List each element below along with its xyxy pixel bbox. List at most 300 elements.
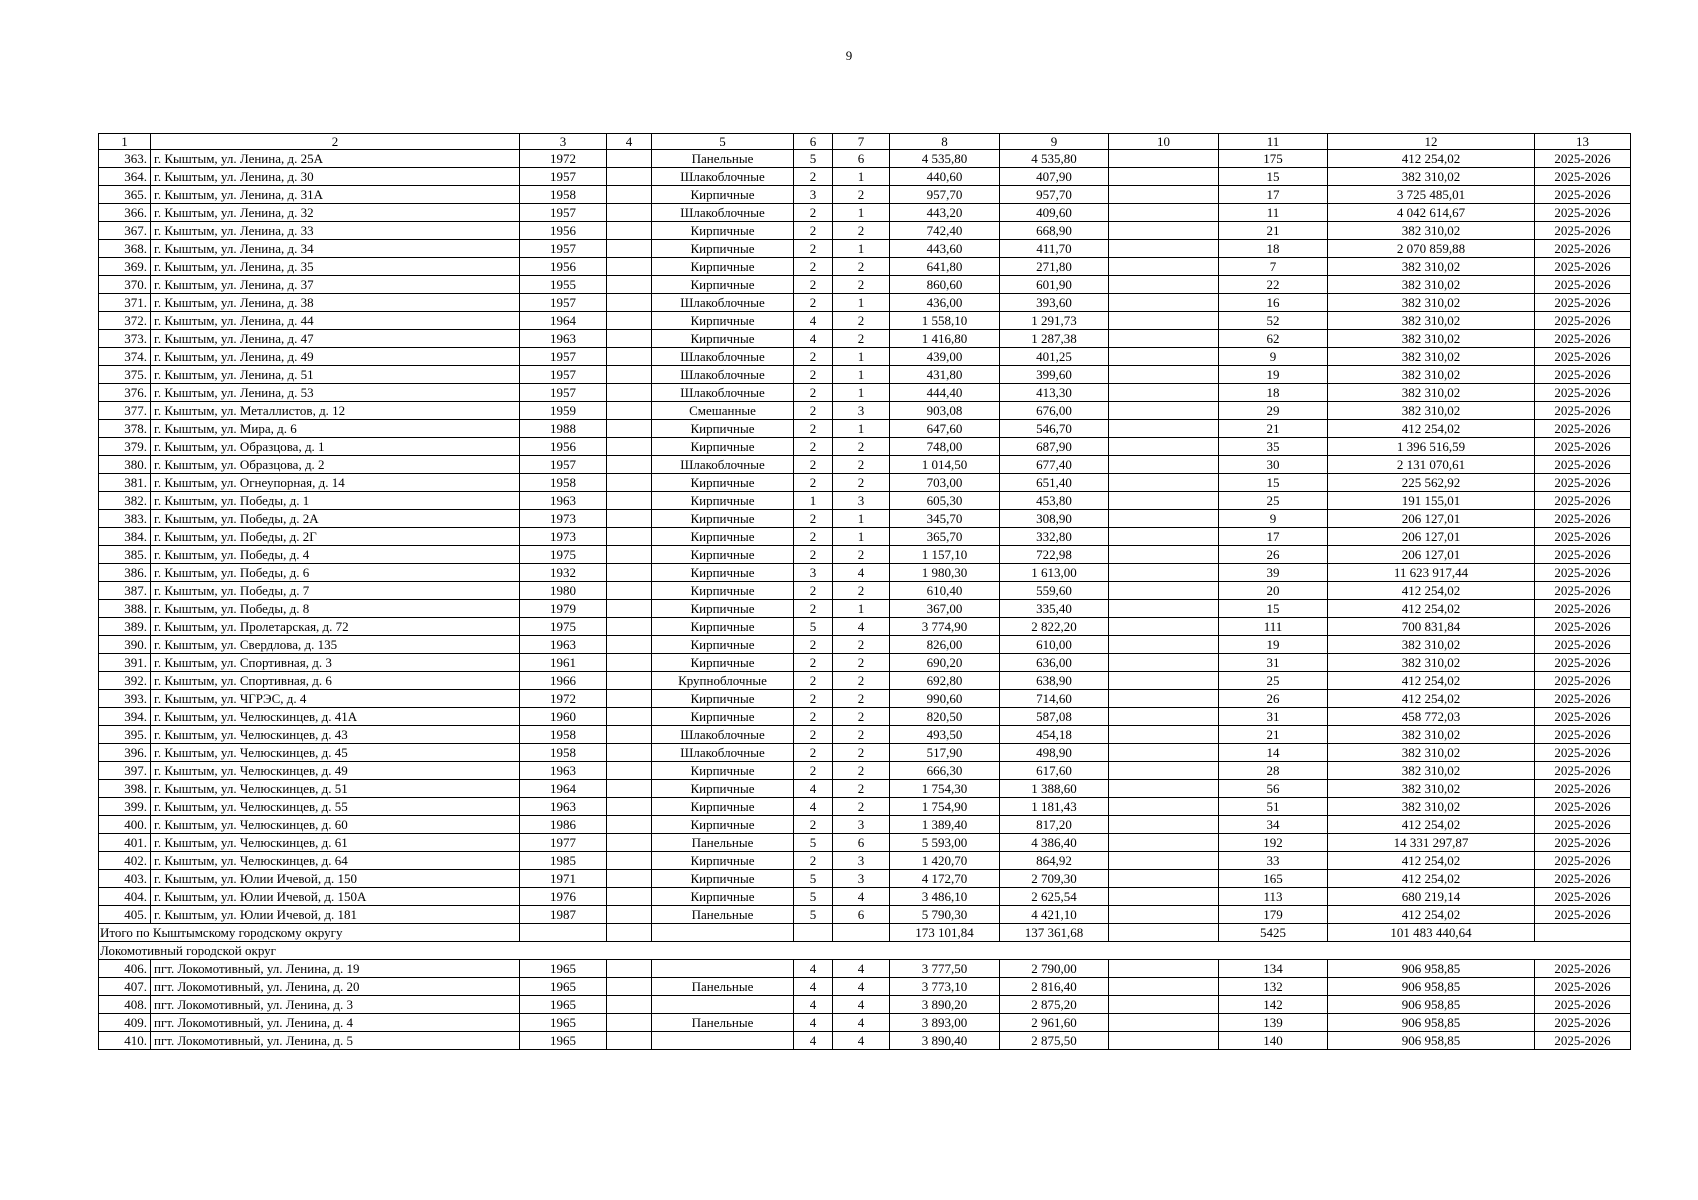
cell-address: г. Кыштым, ул. Победы, д. 7 xyxy=(151,582,520,600)
cell-area-total: 666,30 xyxy=(890,762,1000,780)
cell-col10 xyxy=(1109,510,1219,528)
cell-num: 406. xyxy=(99,960,151,978)
table-row xyxy=(99,204,1631,222)
cell-area-living: 308,90 xyxy=(1000,510,1109,528)
cell-period: 2025-2026 xyxy=(1535,726,1631,744)
cell-entrances: 2 xyxy=(833,690,890,708)
cell-period: 2025-2026 xyxy=(1535,492,1631,510)
cell-area-living: 413,30 xyxy=(1000,384,1109,402)
table-row xyxy=(99,618,1631,636)
cell-address: г. Кыштым, ул. Ленина, д. 30 xyxy=(151,168,520,186)
cell-area-living: 407,90 xyxy=(1000,168,1109,186)
cell-floors: 2 xyxy=(794,816,833,834)
cell-cost: 11 623 917,44 xyxy=(1328,564,1535,582)
cell-residents: 29 xyxy=(1219,402,1328,420)
section-label: Локомотивный городской округ xyxy=(99,942,1631,960)
cell-year: 1959 xyxy=(520,402,607,420)
cell-entrances: 1 xyxy=(833,294,890,312)
column-header-10: 10 xyxy=(1109,134,1219,150)
cell-material: Кирпичные xyxy=(652,438,794,456)
cell-year: 1965 xyxy=(520,978,607,996)
cell-area-total: 444,40 xyxy=(890,384,1000,402)
cell-cost: 412 254,02 xyxy=(1328,906,1535,924)
cell-col10 xyxy=(1109,582,1219,600)
cell-area-living: 957,70 xyxy=(1000,186,1109,204)
cell-cost: 412 254,02 xyxy=(1328,852,1535,870)
table-row xyxy=(99,420,1631,438)
cell-cost: 382 310,02 xyxy=(1328,780,1535,798)
cell-num: 381. xyxy=(99,474,151,492)
cell-address: г. Кыштым, ул. Ленина, д. 32 xyxy=(151,204,520,222)
cell-col10 xyxy=(1109,780,1219,798)
cell-residents: 17 xyxy=(1219,186,1328,204)
cell-address: г. Кыштым, ул. Челюскинцев, д. 43 xyxy=(151,726,520,744)
cell-period: 2025-2026 xyxy=(1535,816,1631,834)
cell-floors: 4 xyxy=(794,996,833,1014)
cell-cost: 906 958,85 xyxy=(1328,1032,1535,1050)
cell-cost: 382 310,02 xyxy=(1328,312,1535,330)
cell-col4 xyxy=(607,564,652,582)
cell-cost: 382 310,02 xyxy=(1328,762,1535,780)
cell-floors: 4 xyxy=(794,978,833,996)
cell-period: 2025-2026 xyxy=(1535,402,1631,420)
cell-col4 xyxy=(607,618,652,636)
cell-col10 xyxy=(1109,636,1219,654)
cell-period: 2025-2026 xyxy=(1535,798,1631,816)
cell-col4 xyxy=(607,906,652,924)
cell-col10 xyxy=(1109,600,1219,618)
cell-material: Кирпичные xyxy=(652,870,794,888)
cell-cost: 191 155,01 xyxy=(1328,492,1535,510)
column-header-11: 11 xyxy=(1219,134,1328,150)
cell-floors: 4 xyxy=(794,330,833,348)
cell-area-living: 559,60 xyxy=(1000,582,1109,600)
cell-area-total: 4 172,70 xyxy=(890,870,1000,888)
cell-area-living: 2 822,20 xyxy=(1000,618,1109,636)
cell-area-total: 345,70 xyxy=(890,510,1000,528)
cell-col10 xyxy=(1109,150,1219,168)
cell-address: г. Кыштым, ул. Ленина, д. 31А xyxy=(151,186,520,204)
cell-col10 xyxy=(1109,1032,1219,1050)
cell-year: 1965 xyxy=(520,1014,607,1032)
cell-area-living: 1 291,73 xyxy=(1000,312,1109,330)
cell-area-living: 714,60 xyxy=(1000,690,1109,708)
cell-floors: 2 xyxy=(794,366,833,384)
cell-period: 2025-2026 xyxy=(1535,906,1631,924)
cell-material: Шлакоблочные xyxy=(652,204,794,222)
cell-area-total: 365,70 xyxy=(890,528,1000,546)
cell-col4 xyxy=(607,258,652,276)
cell-col4 xyxy=(607,546,652,564)
cell-year: 1957 xyxy=(520,456,607,474)
cell-floors: 2 xyxy=(794,240,833,258)
cell-col4 xyxy=(607,456,652,474)
cell-residents: 56 xyxy=(1219,780,1328,798)
cell-col4 xyxy=(607,384,652,402)
cell-area-living: 610,00 xyxy=(1000,636,1109,654)
cell-period: 2025-2026 xyxy=(1535,312,1631,330)
cell-col4 xyxy=(607,798,652,816)
cell-period: 2025-2026 xyxy=(1535,1032,1631,1050)
cell-col4 xyxy=(607,996,652,1014)
cell-floors: 2 xyxy=(794,654,833,672)
cell-entrances: 3 xyxy=(833,870,890,888)
cell-num: 367. xyxy=(99,222,151,240)
cell-area-living: 498,90 xyxy=(1000,744,1109,762)
cell-material: Панельные xyxy=(652,1014,794,1032)
cell-period: 2025-2026 xyxy=(1535,708,1631,726)
cell-col10 xyxy=(1109,168,1219,186)
cell-entrances: 2 xyxy=(833,726,890,744)
cell-num: 391. xyxy=(99,654,151,672)
cell-num: 402. xyxy=(99,852,151,870)
cell-residents: 15 xyxy=(1219,600,1328,618)
cell-area-living: 271,80 xyxy=(1000,258,1109,276)
cell-cost: 382 310,02 xyxy=(1328,258,1535,276)
cell-material: Кирпичные xyxy=(652,420,794,438)
cell-period: 2025-2026 xyxy=(1535,960,1631,978)
cell-address: г. Кыштым, ул. Мира, д. 6 xyxy=(151,420,520,438)
table-row xyxy=(99,438,1631,456)
cell-material: Панельные xyxy=(652,150,794,168)
cell-year: 1957 xyxy=(520,384,607,402)
cell-residents: 15 xyxy=(1219,474,1328,492)
cell-cost: 382 310,02 xyxy=(1328,276,1535,294)
cell-num: 400. xyxy=(99,816,151,834)
cell-material: Кирпичные xyxy=(652,222,794,240)
total-row xyxy=(99,924,1631,942)
cell-floors: 2 xyxy=(794,726,833,744)
cell-entrances: 1 xyxy=(833,510,890,528)
cell-col10 xyxy=(1109,1014,1219,1032)
cell-col4 xyxy=(607,438,652,456)
cell-year: 1963 xyxy=(520,798,607,816)
cell-floors: 2 xyxy=(794,744,833,762)
column-header-7: 7 xyxy=(833,134,890,150)
cell-cost: 4 042 614,67 xyxy=(1328,204,1535,222)
cell-area-total: 903,08 xyxy=(890,402,1000,420)
cell-num: 387. xyxy=(99,582,151,600)
cell-col10 xyxy=(1109,456,1219,474)
cell-col10 xyxy=(1109,852,1219,870)
cell-floors: 5 xyxy=(794,906,833,924)
cell-cost: 382 310,02 xyxy=(1328,798,1535,816)
cell-entrances: 4 xyxy=(833,960,890,978)
table-row xyxy=(99,744,1631,762)
cell-num: 385. xyxy=(99,546,151,564)
table-row xyxy=(99,798,1631,816)
cell-cost: 412 254,02 xyxy=(1328,816,1535,834)
cell-material: Кирпичные xyxy=(652,186,794,204)
cell-year: 1971 xyxy=(520,870,607,888)
cell-cost: 412 254,02 xyxy=(1328,672,1535,690)
cell-col4 xyxy=(607,276,652,294)
table-row xyxy=(99,816,1631,834)
cell-material: Кирпичные xyxy=(652,582,794,600)
cell-address: г. Кыштым, ул. Ленина, д. 25А xyxy=(151,150,520,168)
cell-period: 2025-2026 xyxy=(1535,888,1631,906)
table-row xyxy=(99,852,1631,870)
table-row xyxy=(99,582,1631,600)
cell-floors: 2 xyxy=(794,168,833,186)
cell-address: пгт. Локомотивный, ул. Ленина, д. 20 xyxy=(151,978,520,996)
cell-area-total: 990,60 xyxy=(890,690,1000,708)
cell-entrances: 4 xyxy=(833,1032,890,1050)
cell-residents: 175 xyxy=(1219,150,1328,168)
cell-material: Панельные xyxy=(652,906,794,924)
cell-floors: 2 xyxy=(794,438,833,456)
cell-entrances: 1 xyxy=(833,204,890,222)
cell-cost: 382 310,02 xyxy=(1328,384,1535,402)
cell-area-total: 610,40 xyxy=(890,582,1000,600)
total-cell-material xyxy=(652,924,794,942)
cell-floors: 5 xyxy=(794,834,833,852)
cell-residents: 14 xyxy=(1219,744,1328,762)
table-row xyxy=(99,834,1631,852)
cell-col10 xyxy=(1109,618,1219,636)
cell-area-living: 546,70 xyxy=(1000,420,1109,438)
cell-num: 403. xyxy=(99,870,151,888)
cell-floors: 2 xyxy=(794,420,833,438)
table-row xyxy=(99,906,1631,924)
cell-floors: 2 xyxy=(794,384,833,402)
table-row xyxy=(99,600,1631,618)
cell-col10 xyxy=(1109,978,1219,996)
cell-cost: 225 562,92 xyxy=(1328,474,1535,492)
cell-area-living: 2 875,50 xyxy=(1000,1032,1109,1050)
table-row xyxy=(99,510,1631,528)
cell-entrances: 1 xyxy=(833,384,890,402)
cell-material: Кирпичные xyxy=(652,330,794,348)
cell-year: 1965 xyxy=(520,960,607,978)
cell-num: 364. xyxy=(99,168,151,186)
cell-cost: 2 131 070,61 xyxy=(1328,456,1535,474)
cell-area-living: 1 388,60 xyxy=(1000,780,1109,798)
cell-material: Кирпичные xyxy=(652,618,794,636)
cell-area-total: 605,30 xyxy=(890,492,1000,510)
table-row xyxy=(99,870,1631,888)
cell-year: 1979 xyxy=(520,600,607,618)
cell-address: г. Кыштым, ул. Победы, д. 8 xyxy=(151,600,520,618)
cell-material xyxy=(652,960,794,978)
cell-entrances: 6 xyxy=(833,834,890,852)
cell-material: Кирпичные xyxy=(652,762,794,780)
cell-col10 xyxy=(1109,672,1219,690)
total-cell-residents: 5425 xyxy=(1219,924,1328,942)
total-cell-area-living: 137 361,68 xyxy=(1000,924,1109,942)
cell-area-total: 443,60 xyxy=(890,240,1000,258)
cell-address: г. Кыштым, ул. Юлии Ичевой, д. 181 xyxy=(151,906,520,924)
cell-num: 374. xyxy=(99,348,151,366)
cell-material: Кирпичные xyxy=(652,564,794,582)
cell-period: 2025-2026 xyxy=(1535,636,1631,654)
cell-period: 2025-2026 xyxy=(1535,240,1631,258)
cell-address: пгт. Локомотивный, ул. Ленина, д. 4 xyxy=(151,1014,520,1032)
cell-address: г. Кыштым, ул. Ленина, д. 44 xyxy=(151,312,520,330)
cell-col10 xyxy=(1109,762,1219,780)
cell-num: 379. xyxy=(99,438,151,456)
cell-col10 xyxy=(1109,834,1219,852)
cell-col10 xyxy=(1109,384,1219,402)
cell-address: г. Кыштым, ул. Ленина, д. 53 xyxy=(151,384,520,402)
cell-material: Кирпичные xyxy=(652,492,794,510)
cell-area-living: 393,60 xyxy=(1000,294,1109,312)
cell-area-living: 453,80 xyxy=(1000,492,1109,510)
table-row xyxy=(99,888,1631,906)
cell-cost: 206 127,01 xyxy=(1328,546,1535,564)
cell-material: Кирпичные xyxy=(652,708,794,726)
cell-material: Кирпичные xyxy=(652,528,794,546)
cell-area-total: 3 893,00 xyxy=(890,1014,1000,1032)
cell-residents: 34 xyxy=(1219,816,1328,834)
cell-residents: 18 xyxy=(1219,240,1328,258)
cell-floors: 2 xyxy=(794,474,833,492)
cell-residents: 22 xyxy=(1219,276,1328,294)
cell-year: 1988 xyxy=(520,420,607,438)
cell-num: 397. xyxy=(99,762,151,780)
cell-address: пгт. Локомотивный, ул. Ленина, д. 3 xyxy=(151,996,520,1014)
cell-entrances: 2 xyxy=(833,276,890,294)
cell-col4 xyxy=(607,744,652,762)
cell-material: Шлакоблочные xyxy=(652,744,794,762)
cell-residents: 21 xyxy=(1219,222,1328,240)
cell-area-living: 411,70 xyxy=(1000,240,1109,258)
table-row xyxy=(99,762,1631,780)
cell-area-total: 3 773,10 xyxy=(890,978,1000,996)
cell-year: 1957 xyxy=(520,348,607,366)
cell-cost: 906 958,85 xyxy=(1328,996,1535,1014)
cell-num: 408. xyxy=(99,996,151,1014)
cell-area-living: 638,90 xyxy=(1000,672,1109,690)
cell-num: 388. xyxy=(99,600,151,618)
cell-area-living: 1 287,38 xyxy=(1000,330,1109,348)
cell-cost: 412 254,02 xyxy=(1328,150,1535,168)
cell-floors: 2 xyxy=(794,258,833,276)
column-header-4: 4 xyxy=(607,134,652,150)
cell-col10 xyxy=(1109,888,1219,906)
cell-col4 xyxy=(607,402,652,420)
cell-year: 1963 xyxy=(520,330,607,348)
cell-material: Кирпичные xyxy=(652,816,794,834)
cell-area-living: 2 625,54 xyxy=(1000,888,1109,906)
cell-address: г. Кыштым, ул. Ленина, д. 47 xyxy=(151,330,520,348)
cell-residents: 31 xyxy=(1219,708,1328,726)
cell-address: г. Кыштым, ул. Челюскинцев, д. 61 xyxy=(151,834,520,852)
table-row xyxy=(99,996,1631,1014)
cell-col4 xyxy=(607,1032,652,1050)
cell-residents: 111 xyxy=(1219,618,1328,636)
cell-col4 xyxy=(607,636,652,654)
cell-col4 xyxy=(607,366,652,384)
cell-floors: 4 xyxy=(794,960,833,978)
cell-address: г. Кыштым, ул. Ленина, д. 35 xyxy=(151,258,520,276)
cell-num: 363. xyxy=(99,150,151,168)
cell-num: 386. xyxy=(99,564,151,582)
cell-material: Кирпичные xyxy=(652,780,794,798)
cell-year: 1932 xyxy=(520,564,607,582)
cell-floors: 5 xyxy=(794,150,833,168)
cell-col4 xyxy=(607,294,652,312)
table-row xyxy=(99,366,1631,384)
cell-area-living: 601,90 xyxy=(1000,276,1109,294)
cell-year: 1963 xyxy=(520,762,607,780)
cell-period: 2025-2026 xyxy=(1535,258,1631,276)
table-row xyxy=(99,960,1631,978)
cell-period: 2025-2026 xyxy=(1535,870,1631,888)
cell-year: 1973 xyxy=(520,510,607,528)
cell-year: 1964 xyxy=(520,780,607,798)
cell-address: г. Кыштым, ул. Металлистов, д. 12 xyxy=(151,402,520,420)
cell-area-living: 617,60 xyxy=(1000,762,1109,780)
cell-area-total: 692,80 xyxy=(890,672,1000,690)
cell-area-living: 332,80 xyxy=(1000,528,1109,546)
cell-address: г. Кыштым, ул. Челюскинцев, д. 49 xyxy=(151,762,520,780)
cell-col10 xyxy=(1109,474,1219,492)
cell-col10 xyxy=(1109,996,1219,1014)
cell-residents: 62 xyxy=(1219,330,1328,348)
cell-address: г. Кыштым, ул. Ленина, д. 33 xyxy=(151,222,520,240)
cell-cost: 382 310,02 xyxy=(1328,726,1535,744)
cell-year: 1976 xyxy=(520,888,607,906)
cell-floors: 2 xyxy=(794,852,833,870)
cell-entrances: 2 xyxy=(833,672,890,690)
cell-address: г. Кыштым, ул. Челюскинцев, д. 64 xyxy=(151,852,520,870)
cell-num: 396. xyxy=(99,744,151,762)
table-body xyxy=(99,134,1631,1050)
cell-cost: 1 396 516,59 xyxy=(1328,438,1535,456)
cell-address: г. Кыштым, ул. Ленина, д. 38 xyxy=(151,294,520,312)
table-row xyxy=(99,546,1631,564)
cell-material: Кирпичные xyxy=(652,600,794,618)
cell-col10 xyxy=(1109,546,1219,564)
cell-period: 2025-2026 xyxy=(1535,600,1631,618)
cell-area-total: 5 593,00 xyxy=(890,834,1000,852)
table-row xyxy=(99,636,1631,654)
cell-year: 1980 xyxy=(520,582,607,600)
cell-year: 1956 xyxy=(520,258,607,276)
cell-floors: 4 xyxy=(794,780,833,798)
cell-num: 366. xyxy=(99,204,151,222)
cell-col10 xyxy=(1109,222,1219,240)
cell-residents: 21 xyxy=(1219,420,1328,438)
cell-floors: 2 xyxy=(794,636,833,654)
cell-address: г. Кыштым, ул. Огнеупорная, д. 14 xyxy=(151,474,520,492)
cell-num: 390. xyxy=(99,636,151,654)
cell-residents: 33 xyxy=(1219,852,1328,870)
cell-floors: 4 xyxy=(794,1014,833,1032)
cell-col10 xyxy=(1109,402,1219,420)
cell-residents: 26 xyxy=(1219,690,1328,708)
column-header-6: 6 xyxy=(794,134,833,150)
cell-year: 1958 xyxy=(520,474,607,492)
cell-area-living: 409,60 xyxy=(1000,204,1109,222)
cell-period: 2025-2026 xyxy=(1535,384,1631,402)
cell-floors: 2 xyxy=(794,582,833,600)
cell-material: Шлакоблочные xyxy=(652,384,794,402)
cell-year: 1957 xyxy=(520,366,607,384)
cell-area-living: 668,90 xyxy=(1000,222,1109,240)
cell-floors: 2 xyxy=(794,510,833,528)
cell-cost: 458 772,03 xyxy=(1328,708,1535,726)
cell-floors: 2 xyxy=(794,402,833,420)
cell-area-total: 1 389,40 xyxy=(890,816,1000,834)
cell-col10 xyxy=(1109,276,1219,294)
cell-area-living: 722,98 xyxy=(1000,546,1109,564)
column-header-1: 1 xyxy=(99,134,151,150)
cell-residents: 25 xyxy=(1219,672,1328,690)
cell-area-total: 1 420,70 xyxy=(890,852,1000,870)
cell-col4 xyxy=(607,150,652,168)
